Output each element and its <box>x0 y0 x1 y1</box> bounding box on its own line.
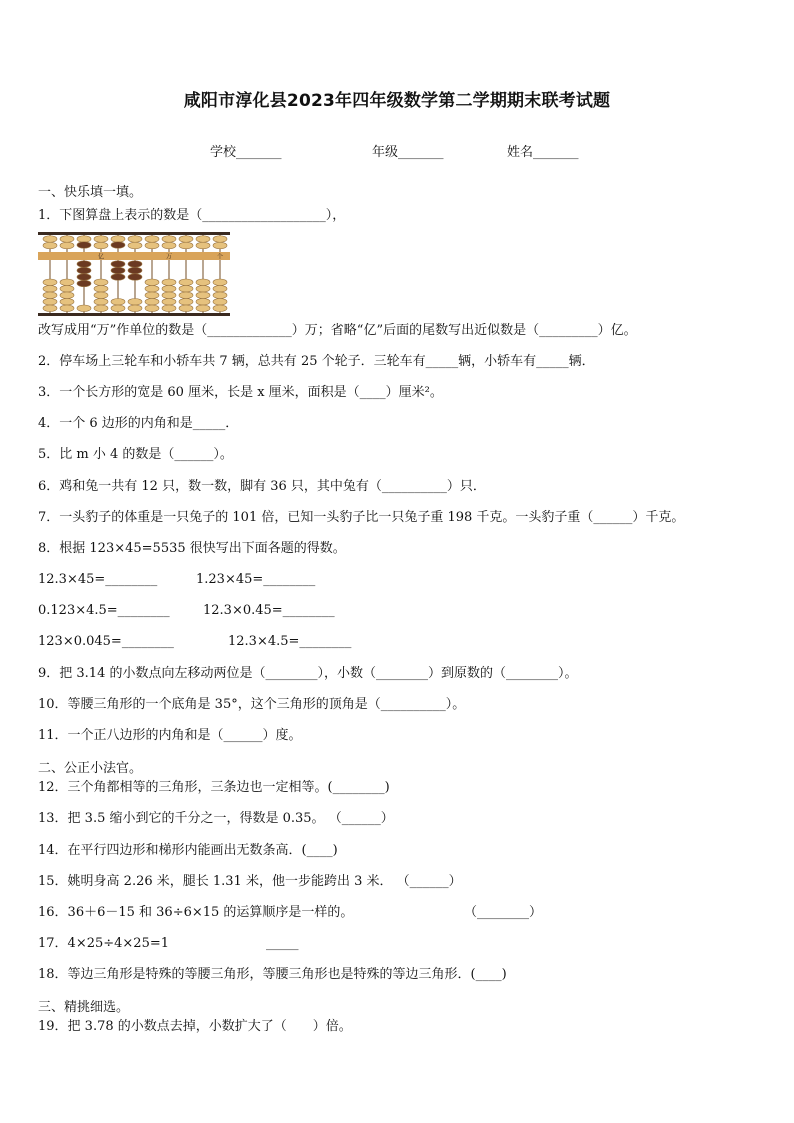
question-13: 13．把 3.5 缩小到它的千分之一，得数是 0.35。 （______） <box>38 811 394 826</box>
abacus-bead <box>162 299 176 306</box>
abacus-bead <box>162 236 176 243</box>
abacus-bead <box>60 242 74 249</box>
abacus-bead <box>94 299 108 306</box>
abacus-bead <box>77 261 91 268</box>
question-1: 1．下图算盘上表示的数是（___________________）， <box>38 208 346 223</box>
abacus-bead <box>196 236 210 243</box>
calc-item: 12.3×45=________ <box>38 572 158 587</box>
school-field: 学校_______ <box>210 145 282 160</box>
abacus-bead <box>43 299 57 306</box>
section-heading-3: 三、精挑细选。 <box>38 1000 130 1015</box>
abacus-bead <box>43 236 57 243</box>
abacus-bead <box>196 242 210 249</box>
question-14: 14．在平行四边形和梯形内能画出无数条高．(____) <box>38 843 338 858</box>
page-title: 咸阳市淳化县2023年四年级数学第二学期期末联考试题 <box>183 91 611 111</box>
abacus-bead <box>77 236 91 243</box>
question-5: 5．比 m 小 4 的数是（______）。 <box>38 447 233 462</box>
abacus-bead <box>77 305 91 312</box>
abacus-bead <box>94 292 108 299</box>
abacus-bead <box>196 286 210 293</box>
calc-item: 123×0.045=________ <box>38 634 174 649</box>
abacus-bead <box>60 299 74 306</box>
abacus-bead <box>94 236 108 243</box>
abacus-bead <box>179 242 193 249</box>
abacus-bead <box>94 242 108 249</box>
abacus-bead <box>111 305 125 312</box>
question-16-answer: （________） <box>464 905 543 920</box>
abacus-bead <box>128 242 142 249</box>
question-17-answer: _____ <box>266 936 299 951</box>
abacus-bead <box>60 279 74 286</box>
abacus-bead <box>145 292 159 299</box>
abacus-bead <box>128 274 142 281</box>
question-11: 11．一个正八边形的内角和是（______）度。 <box>38 728 302 743</box>
abacus-bead <box>213 305 227 312</box>
abacus-bead <box>196 305 210 312</box>
abacus-bead <box>196 292 210 299</box>
abacus-bead <box>128 261 142 268</box>
abacus-bead <box>60 286 74 293</box>
question-9: 9．把 3.14 的小数点向左移动两位是（________），小数（________）到原数的（________）。 <box>38 666 578 681</box>
grade-field: 年级_______ <box>372 145 444 160</box>
abacus-bead <box>213 236 227 243</box>
abacus-bead <box>43 305 57 312</box>
abacus-bead <box>43 292 57 299</box>
abacus-bead <box>162 292 176 299</box>
question-19: 19．把 3.78 的小数点去掉，小数扩大了（ ）倍。 <box>38 1019 352 1034</box>
abacus-bead <box>60 236 74 243</box>
calc-item: 12.3×4.5=________ <box>228 634 352 649</box>
abacus-bead <box>162 305 176 312</box>
abacus-bead <box>94 279 108 286</box>
abacus-bead <box>213 292 227 299</box>
abacus-bead <box>213 279 227 286</box>
abacus-bead <box>145 242 159 249</box>
abacus-bead <box>179 292 193 299</box>
abacus-bead <box>213 286 227 293</box>
abacus-bead <box>77 267 91 274</box>
calc-item: 1.23×45=________ <box>196 572 316 587</box>
name-field: 姓名_______ <box>507 145 579 160</box>
question-12: 12．三个角都相等的三角形，三条边也一定相等。(________) <box>38 780 390 795</box>
abacus-frame-top <box>38 232 230 235</box>
abacus-bead <box>60 292 74 299</box>
abacus-bead <box>94 305 108 312</box>
abacus-figure <box>38 232 230 316</box>
question-15: 15．姚明身高 2.26 米，腿长 1.31 米，他一步能跨出 3 米． （______） <box>38 874 462 889</box>
question-4: 4．一个 6 边形的内角和是_____． <box>38 416 239 431</box>
abacus-bead <box>213 299 227 306</box>
question-3: 3．一个长方形的宽是 60 厘米，长是 x 厘米，面积是（____）厘米²。 <box>38 385 443 400</box>
abacus-bead <box>111 267 125 274</box>
abacus-bead <box>179 305 193 312</box>
abacus-bead <box>128 267 142 274</box>
abacus-bead <box>179 286 193 293</box>
question-7: 7．一头豹子的体重是一只兔子的 101 倍，已知一头豹子比一只兔子重 198 千克。一头豹子重（______）千克。 <box>38 510 685 525</box>
abacus-bead <box>111 236 125 243</box>
abacus-bead <box>43 279 57 286</box>
abacus-bead <box>179 279 193 286</box>
abacus-bead <box>145 305 159 312</box>
abacus-bead <box>179 299 193 306</box>
question-10: 10．等腰三角形的一个底角是 35°，这个三角形的顶角是（__________）。 <box>38 697 466 712</box>
abacus-bead <box>43 242 57 249</box>
abacus-bead <box>179 236 193 243</box>
abacus-bead <box>196 279 210 286</box>
question-16: 16．36＋6－15 和 36÷6×15 的运算顺序是一样的。 <box>38 905 354 920</box>
question-18: 18．等边三角形是特殊的等腰三角形，等腰三角形也是特殊的等边三角形．(____) <box>38 967 507 982</box>
abacus-bead <box>145 236 159 243</box>
abacus-bead <box>77 280 91 287</box>
abacus-bead <box>145 279 159 286</box>
calc-item: 12.3×0.45=________ <box>203 603 335 618</box>
abacus-bead <box>162 286 176 293</box>
question-17: 17．4×25÷4×25=1 <box>38 936 170 951</box>
abacus-bead <box>162 242 176 249</box>
abacus-bead <box>213 242 227 249</box>
abacus-bead <box>162 279 176 286</box>
abacus-label: 亿 <box>97 253 105 261</box>
abacus-label: 个 <box>216 253 224 261</box>
abacus-frame-bottom <box>38 313 230 316</box>
question-2: 2．停车场上三轮车和小轿车共 7 辆，总共有 25 个轮子．三轮车有_____辆，小轿车有_____辆． <box>38 354 595 369</box>
section-heading-1: 一、快乐填一填。 <box>38 185 143 200</box>
abacus-bead <box>43 286 57 293</box>
abacus-bead <box>111 274 125 281</box>
abacus-bead <box>94 286 108 293</box>
abacus-bead <box>128 299 142 306</box>
abacus-bead <box>128 305 142 312</box>
abacus-bead <box>145 286 159 293</box>
abacus-bead <box>60 305 74 312</box>
abacus-bead <box>77 242 91 249</box>
question-1-part-b: 改写成用“万”作单位的数是（_____________）万；省略“亿”后面的尾数写出近似数是（_________）亿。 <box>38 323 637 338</box>
question-6: 6．鸡和兔一共有 12 只，数一数，脚有 36 只，其中兔有（__________）只． <box>38 479 486 494</box>
abacus-bead <box>196 299 210 306</box>
abacus-bead <box>128 236 142 243</box>
abacus-bead <box>77 274 91 281</box>
abacus-bead <box>111 299 125 306</box>
abacus-label: 万 <box>165 253 173 261</box>
calc-item: 0.123×4.5=________ <box>38 603 170 618</box>
abacus-beam <box>38 252 230 260</box>
abacus-bead <box>145 299 159 306</box>
section-heading-2: 二、公正小法官。 <box>38 761 143 776</box>
question-8: 8．根据 123×45=5535 很快写出下面各题的得数。 <box>38 541 346 556</box>
abacus-bead <box>111 242 125 249</box>
abacus-bead <box>111 261 125 268</box>
